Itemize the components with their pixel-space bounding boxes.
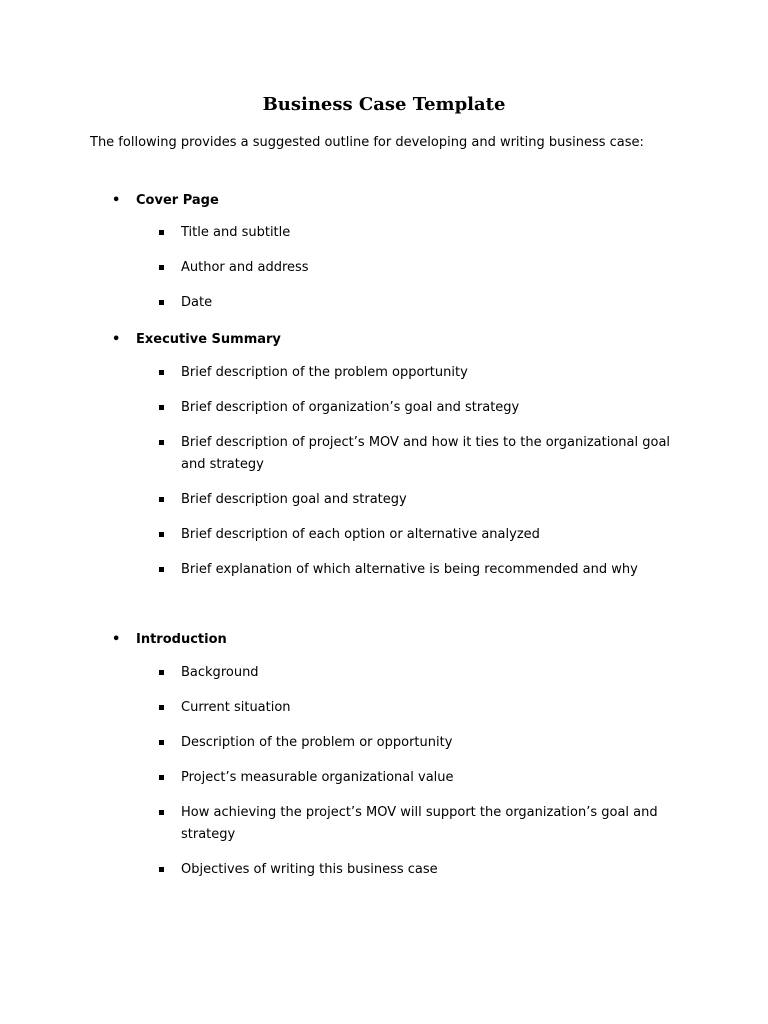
square-bullet-icon bbox=[159, 567, 164, 572]
sub-list bbox=[112, 662, 712, 881]
list-item bbox=[112, 292, 681, 314]
list-item-text: Current situation bbox=[181, 700, 291, 715]
section-heading bbox=[112, 631, 712, 649]
square-bullet-icon bbox=[159, 740, 164, 745]
square-bullet-icon bbox=[159, 440, 164, 445]
list-item bbox=[112, 802, 681, 846]
intro-paragraph: The following provides a suggested outline for developing and writing business case: bbox=[90, 135, 644, 150]
square-bullet-icon bbox=[159, 370, 164, 375]
bullet-icon: • bbox=[112, 193, 121, 208]
square-bullet-icon bbox=[159, 405, 164, 410]
list-item bbox=[112, 524, 681, 546]
square-bullet-icon bbox=[159, 497, 164, 502]
list-item-text: Objectives of writing this business case bbox=[181, 862, 438, 877]
list-item bbox=[112, 767, 681, 789]
list-item-text: Brief description of organization’s goal and strategy bbox=[181, 400, 520, 415]
list-item-text: Background bbox=[181, 665, 259, 680]
section-heading bbox=[112, 192, 712, 210]
square-bullet-icon bbox=[159, 810, 164, 815]
list-item bbox=[112, 559, 681, 581]
list-item-text: Brief description of each option or alternative analyzed bbox=[181, 527, 540, 542]
section-introduction bbox=[112, 631, 712, 881]
bullet-icon: • bbox=[112, 632, 121, 647]
list-item-text: Brief description of project’s MOV and how it ties to the organizational goal and strategy bbox=[181, 435, 671, 472]
list-item-text: Title and subtitle bbox=[181, 225, 291, 240]
section-heading-text: Executive Summary bbox=[136, 332, 281, 347]
section-executive-summary bbox=[112, 331, 712, 581]
list-item bbox=[112, 732, 681, 754]
list-item bbox=[112, 859, 681, 881]
bullet-icon: • bbox=[112, 332, 121, 347]
section-heading bbox=[112, 331, 712, 349]
list-item bbox=[112, 362, 681, 384]
list-item-text: Project’s measurable organizational value bbox=[181, 770, 454, 785]
list-item bbox=[112, 662, 681, 684]
list-item bbox=[112, 257, 681, 279]
square-bullet-icon bbox=[159, 867, 164, 872]
list-item-text: Date bbox=[181, 295, 213, 310]
square-bullet-icon bbox=[159, 230, 164, 235]
square-bullet-icon bbox=[159, 670, 164, 675]
list-item-text: Description of the problem or opportunity bbox=[181, 735, 453, 750]
list-item-text: Author and address bbox=[181, 260, 309, 275]
section-heading-text: Cover Page bbox=[136, 193, 219, 208]
list-item bbox=[112, 397, 681, 419]
list-item-text: Brief explanation of which alternative is being recommended and why bbox=[181, 562, 638, 577]
list-item bbox=[112, 489, 681, 511]
list-item bbox=[112, 222, 681, 244]
square-bullet-icon bbox=[159, 265, 164, 270]
document-title: Business Case Template bbox=[262, 94, 506, 115]
square-bullet-icon bbox=[159, 775, 164, 780]
list-item-text: Brief description of the problem opportunity bbox=[181, 365, 468, 380]
list-item-text: How achieving the project’s MOV will support the organization’s goal and strategy bbox=[181, 805, 658, 842]
square-bullet-icon bbox=[159, 300, 164, 305]
section-cover-page bbox=[112, 192, 712, 314]
list-item bbox=[112, 432, 681, 476]
list-item-text: Brief description goal and strategy bbox=[181, 492, 407, 507]
list-item bbox=[112, 697, 681, 719]
sub-list bbox=[112, 362, 712, 581]
sub-list bbox=[112, 222, 712, 314]
square-bullet-icon bbox=[159, 532, 164, 537]
section-heading-text: Introduction bbox=[136, 632, 227, 647]
square-bullet-icon bbox=[159, 705, 164, 710]
